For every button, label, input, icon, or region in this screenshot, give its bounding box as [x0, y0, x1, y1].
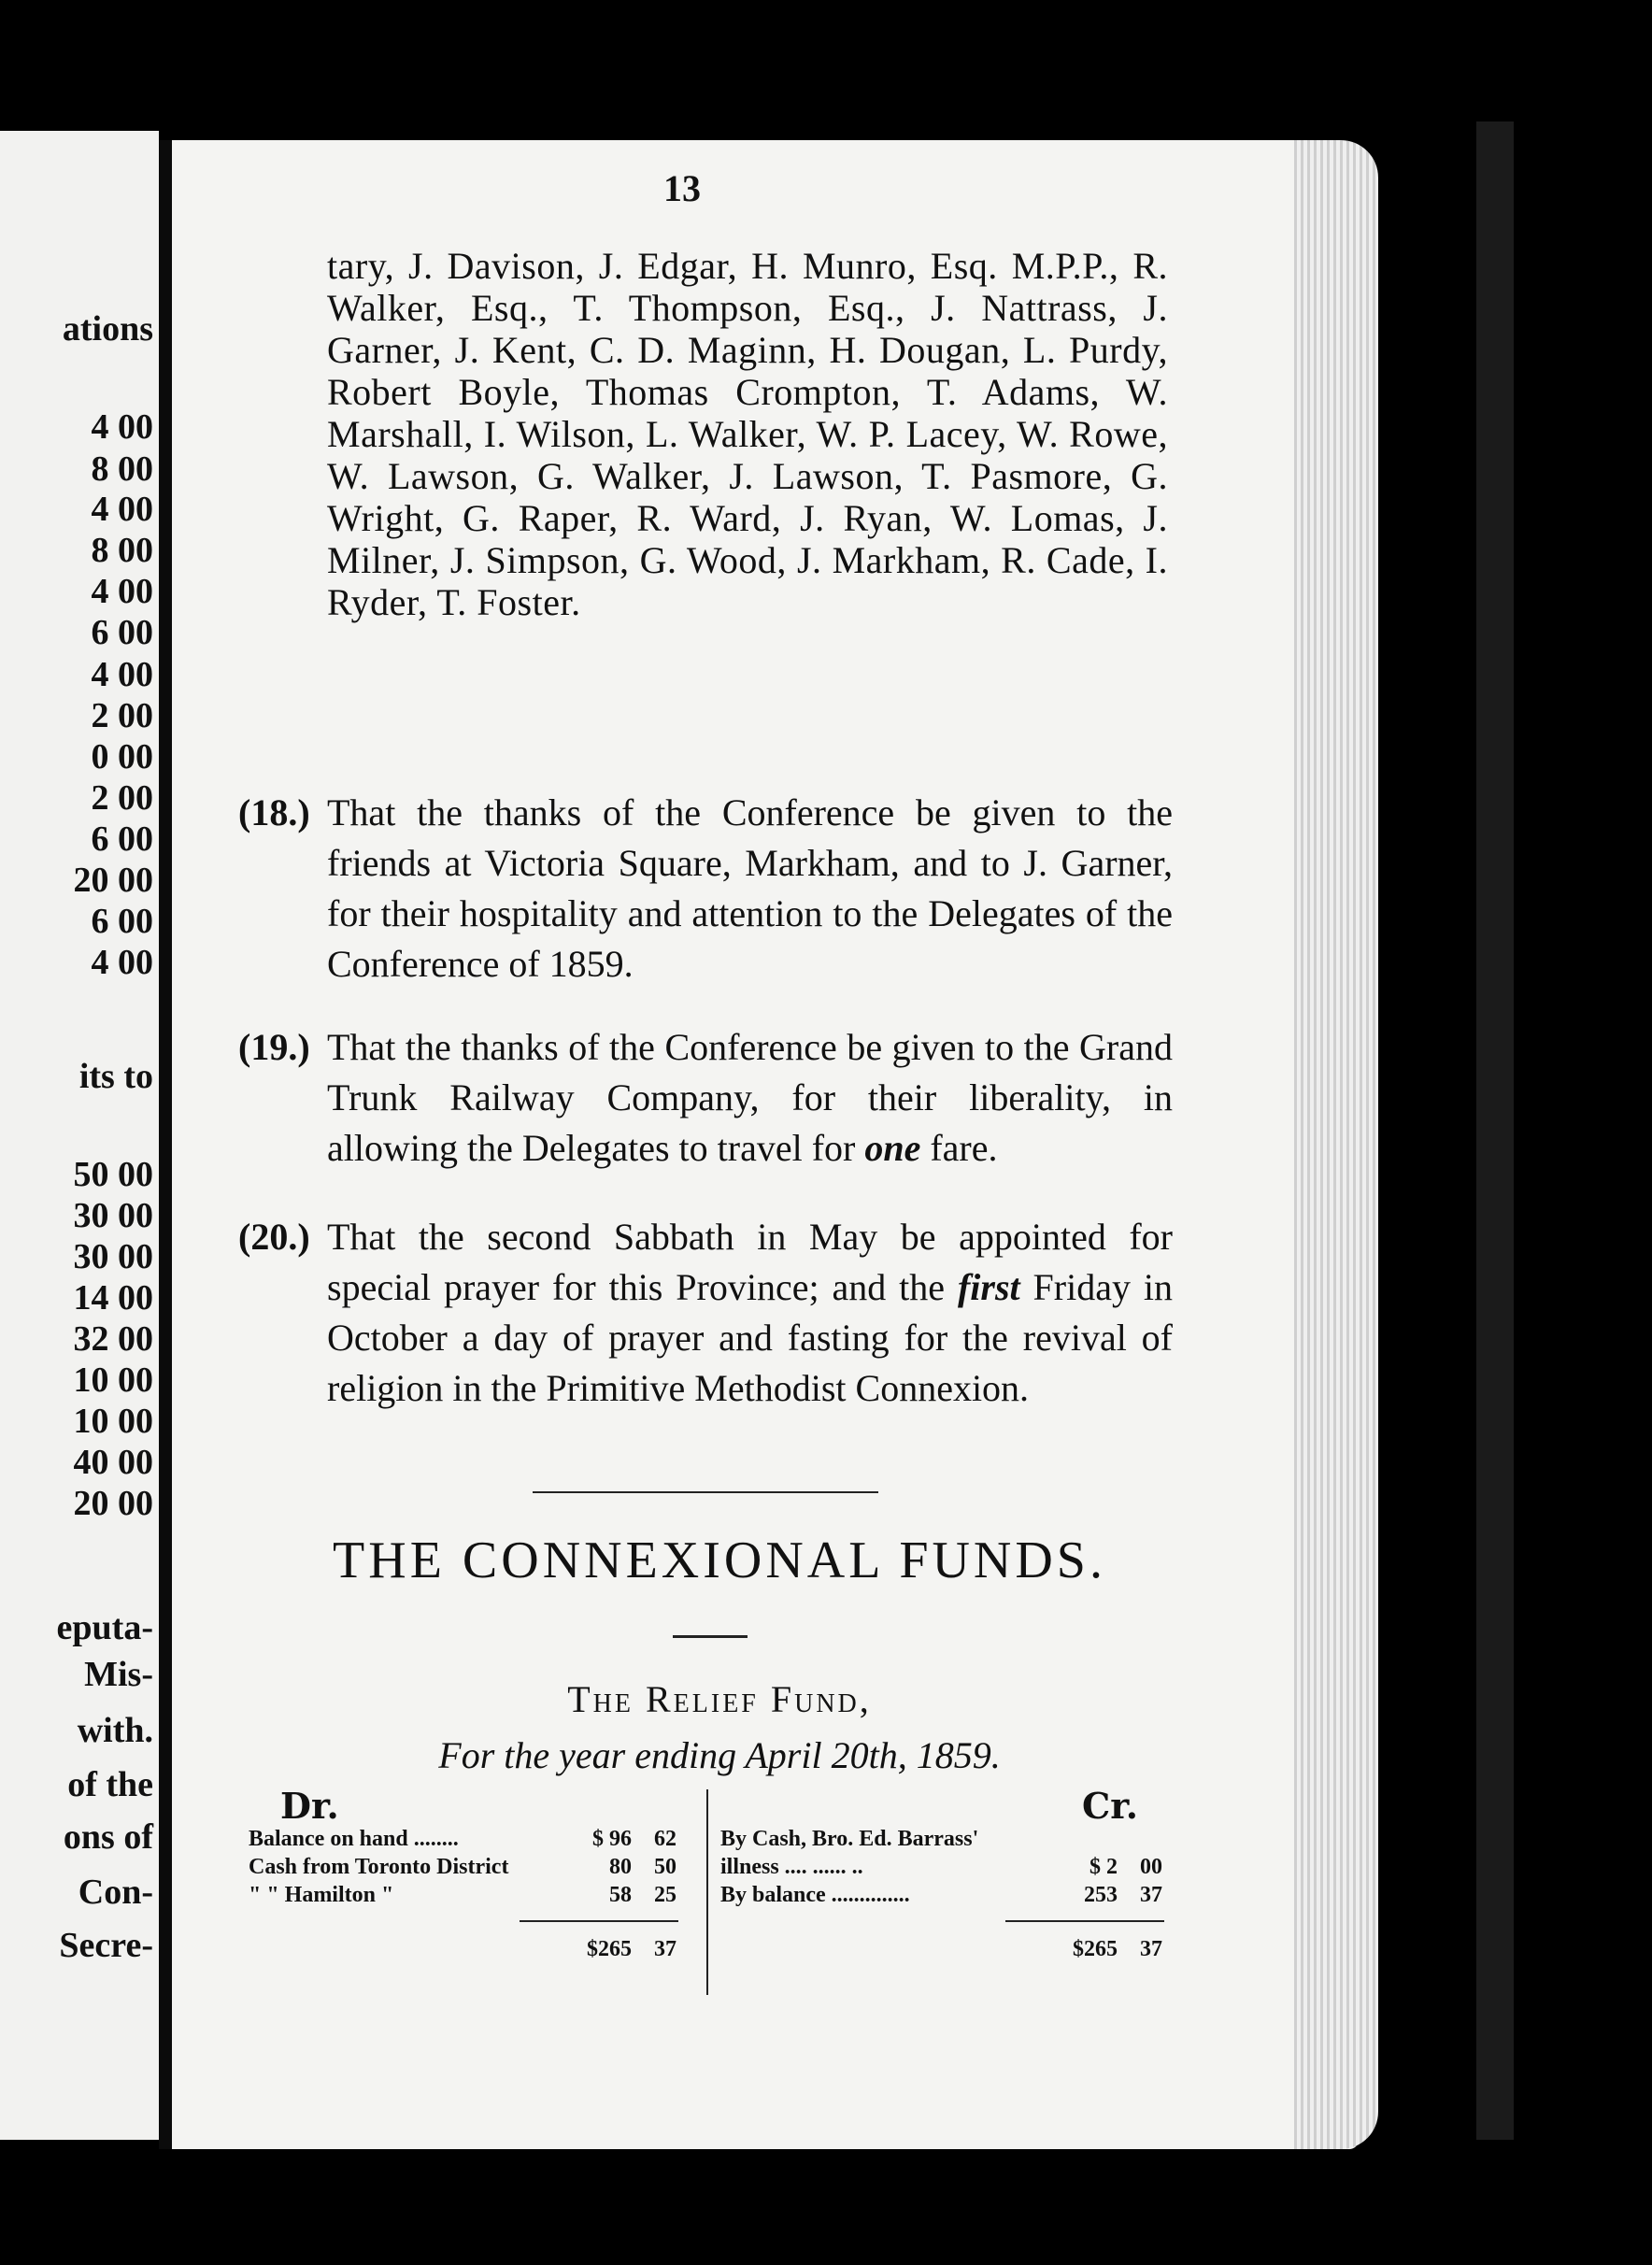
- total-cents: 37: [1140, 1937, 1162, 1961]
- facing-page-line: ons of: [63, 1817, 153, 1857]
- resolution-text: That the second Sabbath in May be appointed for special prayer for this Province; and the first Friday in October a day of prayer and fasting for the revival of religion in the Primitive Methodist Connexion.: [327, 1216, 1174, 1409]
- resolution-text: That the thanks of the Conference be given to the friends at Victoria Square, Markham, and to J. Garner, for their hospitality and attention to the Delegates of the Conference of 1859.: [327, 791, 1173, 985]
- debit-entry-label: Cash from Toronto District: [249, 1855, 509, 1879]
- total-dollars: $265: [1073, 1937, 1118, 1961]
- facing-page-line: 8 00: [91, 531, 153, 570]
- amount-cents: 50: [654, 1855, 676, 1879]
- facing-page-line: 30 00: [73, 1196, 153, 1235]
- facing-page-line: Mis-: [84, 1655, 153, 1694]
- amount-cents: 00: [1140, 1855, 1162, 1879]
- resolution-number: (19.): [238, 1026, 310, 1068]
- facing-page-line: 6 00: [91, 613, 153, 652]
- facing-page-line: 6 00: [91, 902, 153, 941]
- facing-page-line: 20 00: [73, 861, 153, 900]
- amount-cents: 62: [654, 1827, 676, 1851]
- amount-dollars: 80: [609, 1855, 632, 1879]
- facing-page-line: eputa-: [56, 1608, 153, 1647]
- total-dollars: $265: [587, 1937, 632, 1961]
- resolution-20: [238, 1212, 1173, 1414]
- facing-page-line: 10 00: [73, 1360, 153, 1400]
- facing-page-line: its to: [78, 1057, 153, 1096]
- facing-page-line: 4 00: [91, 943, 153, 982]
- debit-entry-label: Balance on hand ........: [249, 1827, 459, 1851]
- resolution-19: [238, 1022, 1173, 1174]
- facing-page-fragment: [0, 131, 159, 2140]
- book-gutter: [159, 140, 172, 2149]
- fund-title: The Relief Fund,: [567, 1678, 872, 1720]
- amount-dollars: $ 96: [592, 1827, 632, 1851]
- facing-page-line: 2 00: [91, 778, 153, 818]
- facing-page-line: 10 00: [73, 1402, 153, 1441]
- facing-page-line: 0 00: [91, 737, 153, 776]
- page-edges: [1294, 140, 1378, 2149]
- amount-cents: 37: [1140, 1883, 1162, 1907]
- total-rule: [1005, 1920, 1164, 1922]
- facing-page-line: 50 00: [73, 1155, 153, 1194]
- facing-page-line: 4 00: [91, 572, 153, 611]
- facing-page-line: 32 00: [73, 1319, 153, 1359]
- credit-entry-label: By Cash, Bro. Ed. Barrass': [720, 1827, 979, 1851]
- title-ornament-rule: [673, 1635, 748, 1638]
- resolution-text: That the thanks of the Conference be given to the Grand Trunk Railway Company, for their liberality, in allowing the Delegates to travel for one fare.: [327, 1026, 1173, 1169]
- credit-label: Cr.: [1082, 1785, 1139, 1827]
- credit-entry-label: By balance ..............: [720, 1883, 910, 1907]
- fund-subtitle: For the year ending April 20th, 1859.: [438, 1734, 1001, 1776]
- facing-page-line: 20 00: [73, 1484, 153, 1523]
- facing-page-line: 2 00: [91, 696, 153, 735]
- amount-dollars: 253: [1084, 1883, 1118, 1907]
- total-rule: [520, 1920, 678, 1922]
- resolution-18: [238, 788, 1173, 990]
- section-title: THE CONNEXIONAL FUNDS.: [333, 1531, 1106, 1589]
- book-cover-edge: [1476, 121, 1514, 2140]
- amount-dollars: 58: [609, 1883, 632, 1907]
- resolution-number: (18.): [238, 791, 310, 833]
- total-cents: 37: [654, 1937, 676, 1961]
- ledger-column-divider: [706, 1789, 708, 1995]
- relief-fund-ledger: [249, 1827, 1174, 1976]
- emphasis: first: [957, 1266, 1020, 1308]
- facing-page-line: Con-: [78, 1873, 153, 1912]
- amount-dollars: $ 2: [1089, 1855, 1118, 1879]
- section-divider: [533, 1491, 878, 1493]
- facing-page-line: 4 00: [91, 655, 153, 694]
- emphasis: one: [864, 1127, 921, 1169]
- page-number: 13: [663, 167, 701, 209]
- facing-page-line: 40 00: [73, 1443, 153, 1482]
- resolution-number: (20.): [238, 1216, 310, 1258]
- facing-page-line: 6 00: [91, 819, 153, 859]
- facing-page-line: 14 00: [73, 1278, 153, 1318]
- facing-page-line: 4 00: [91, 490, 153, 529]
- facing-page-line: 4 00: [91, 407, 153, 447]
- facing-page-line: ations: [62, 309, 153, 349]
- credit-entry-label: illness .... ...... ..: [720, 1855, 863, 1879]
- facing-page-line: 30 00: [73, 1237, 153, 1276]
- amount-cents: 25: [654, 1883, 676, 1907]
- facing-page-line: 8 00: [91, 449, 153, 489]
- names-paragraph: tary, J. Davison, J. Edgar, H. Munro, Esq. M.P.P., R. Walker, Esq., T. Thompson, Esq., J. Nattrass, J. Garner, J. Kent, C. D. Maginn, H. Dougan, L. Purdy, Robert Boyle, Thomas Crompton, T. Adams, W. Marshall, I. Wilson, L. Walker, W. P. Lacey, W. Rowe, W. Lawson, G. Walker, J. Lawson, T. Pasmore, G. Wright, G. Raper, R. Ward, J. Ryan, W. Lomas, J. Milner, J. Simpson, G. Wood, J. Markham, R. Cade, I. Ryder, T. Foster.: [327, 245, 1168, 623]
- facing-page-line: of the: [67, 1765, 153, 1804]
- debit-label: Dr.: [280, 1785, 339, 1827]
- facing-page-line: with.: [77, 1711, 153, 1750]
- debit-entry-label: " " Hamilton ": [249, 1883, 394, 1907]
- facing-page-line: Secre-: [59, 1926, 153, 1965]
